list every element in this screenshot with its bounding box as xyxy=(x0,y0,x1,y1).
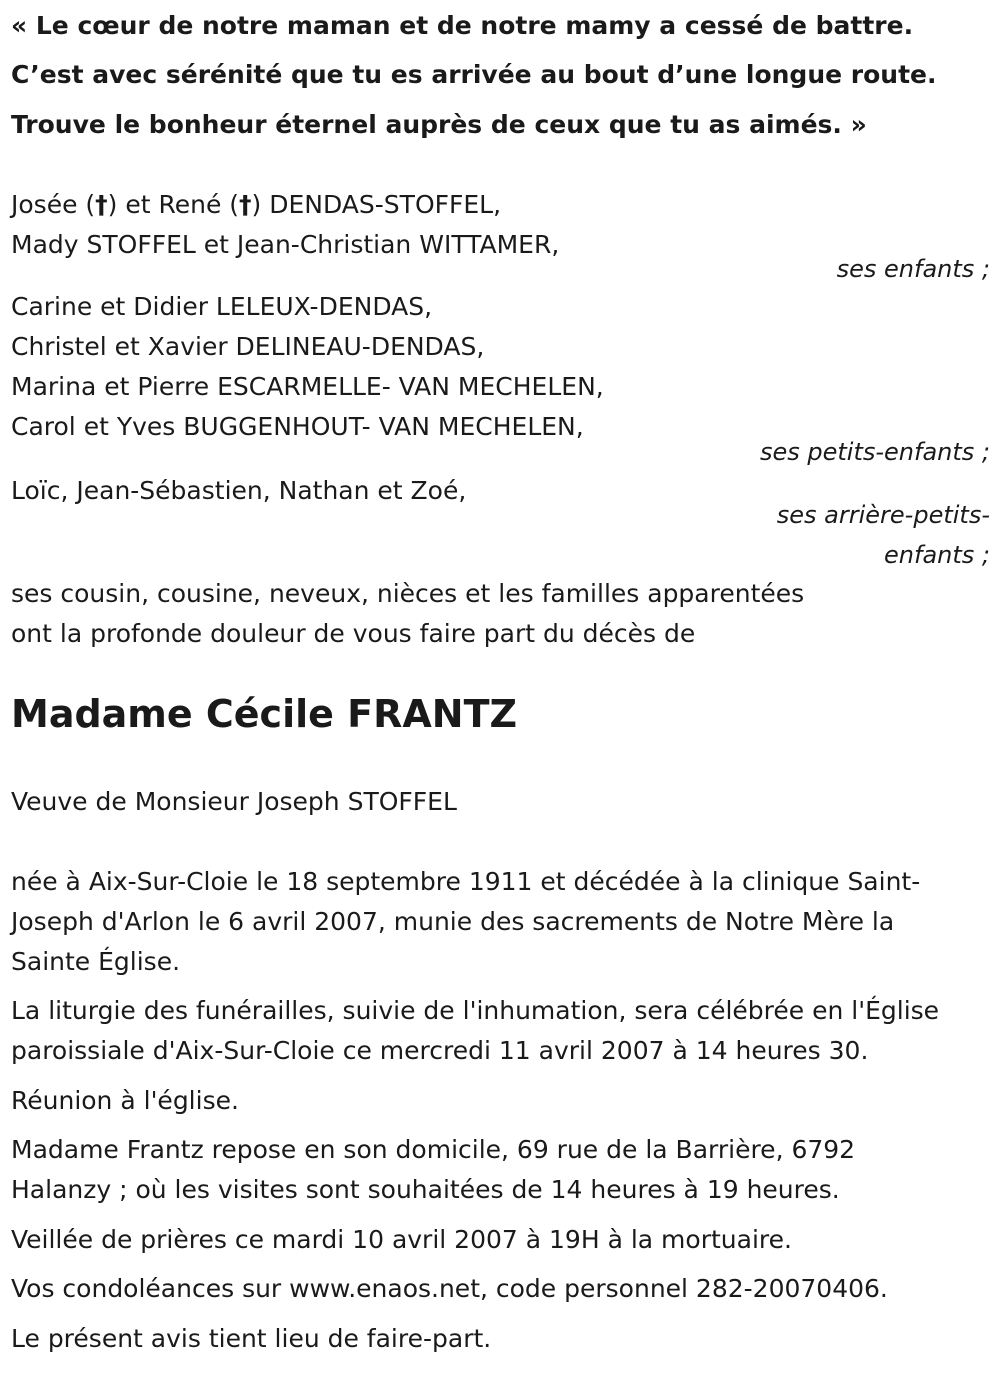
liturgy-line-1: La liturgie des funérailles, suivie de l'inhumation, sera célébrée en l'Église xyxy=(11,996,940,1025)
role-great-grandchildren-1: ses arrière-petits- xyxy=(776,501,990,529)
grandchildren-line: Christel et Xavier DELINEAU-DENDAS, xyxy=(11,332,485,361)
role-grandchildren: ses petits-enfants ; xyxy=(759,438,990,466)
birth-line-1: née à Aix-Sur-Cloie le 18 septembre 1911 et décédée à la clinique Saint- xyxy=(11,867,921,896)
birth-line-3: Sainte Église. xyxy=(11,947,181,976)
grandchildren-line: Marina et Pierre ESCARMELLE- VAN MECHELEN, xyxy=(11,372,604,401)
rest-line-1: Madame Frantz repose en son domicile, 69 rue de la Barrière, 6792 xyxy=(11,1135,856,1164)
great-grandchildren-line: Loïc, Jean-Sébastien, Nathan et Zoé, xyxy=(11,476,467,505)
children-line-2: Mady STOFFEL et Jean-Christian WITTAMER, xyxy=(11,230,560,259)
quote-line-3: Trouve le bonheur éternel auprès de ceux que tu as aimés. » xyxy=(11,110,867,139)
condolences: Vos condoléances sur www.enaos.net, code personnel 282-20070406. xyxy=(11,1274,888,1303)
reunion: Réunion à l'église. xyxy=(11,1086,239,1115)
grandchildren-line: Carine et Didier LELEUX-DENDAS, xyxy=(11,292,433,321)
quote-line-2: C’est avec sérénité que tu es arrivée au bout d’une longue route. xyxy=(11,60,937,89)
birth-line-2: Joseph d'Arlon le 6 avril 2007, munie des sacrements de Notre Mère la xyxy=(11,907,895,936)
deceased-name: Madame Cécile FRANTZ xyxy=(11,692,518,736)
family-line-1: ses cousin, cousine, neveux, nièces et les familles apparentées xyxy=(11,579,805,608)
vigil: Veillée de prières ce mardi 10 avril 2007 à 19H à la mortuaire. xyxy=(11,1225,792,1254)
liturgy-line-2: paroissiale d'Aix-Sur-Cloie ce mercredi 11 avril 2007 à 14 heures 30. xyxy=(11,1036,869,1065)
widow-of: Veuve de Monsieur Joseph STOFFEL xyxy=(11,787,457,816)
grandchildren-line: Carol et Yves BUGGENHOUT- VAN MECHELEN, xyxy=(11,412,584,441)
children-line-1: Josée (†) et René (†) DENDAS-STOFFEL, xyxy=(11,190,502,219)
notice: Le présent avis tient lieu de faire-part. xyxy=(11,1324,492,1353)
role-children: ses enfants ; xyxy=(836,255,990,283)
role-great-grandchildren-2: enfants ; xyxy=(884,541,990,569)
family-line-2: ont la profonde douleur de vous faire part du décès de xyxy=(11,619,696,648)
cross-icon: † xyxy=(239,190,252,219)
cross-icon: † xyxy=(95,190,108,219)
quote-line-1: « Le cœur de notre maman et de notre mamy a cessé de battre. xyxy=(11,11,914,40)
rest-line-2: Halanzy ; où les visites sont souhaitées de 14 heures à 19 heures. xyxy=(11,1175,840,1204)
